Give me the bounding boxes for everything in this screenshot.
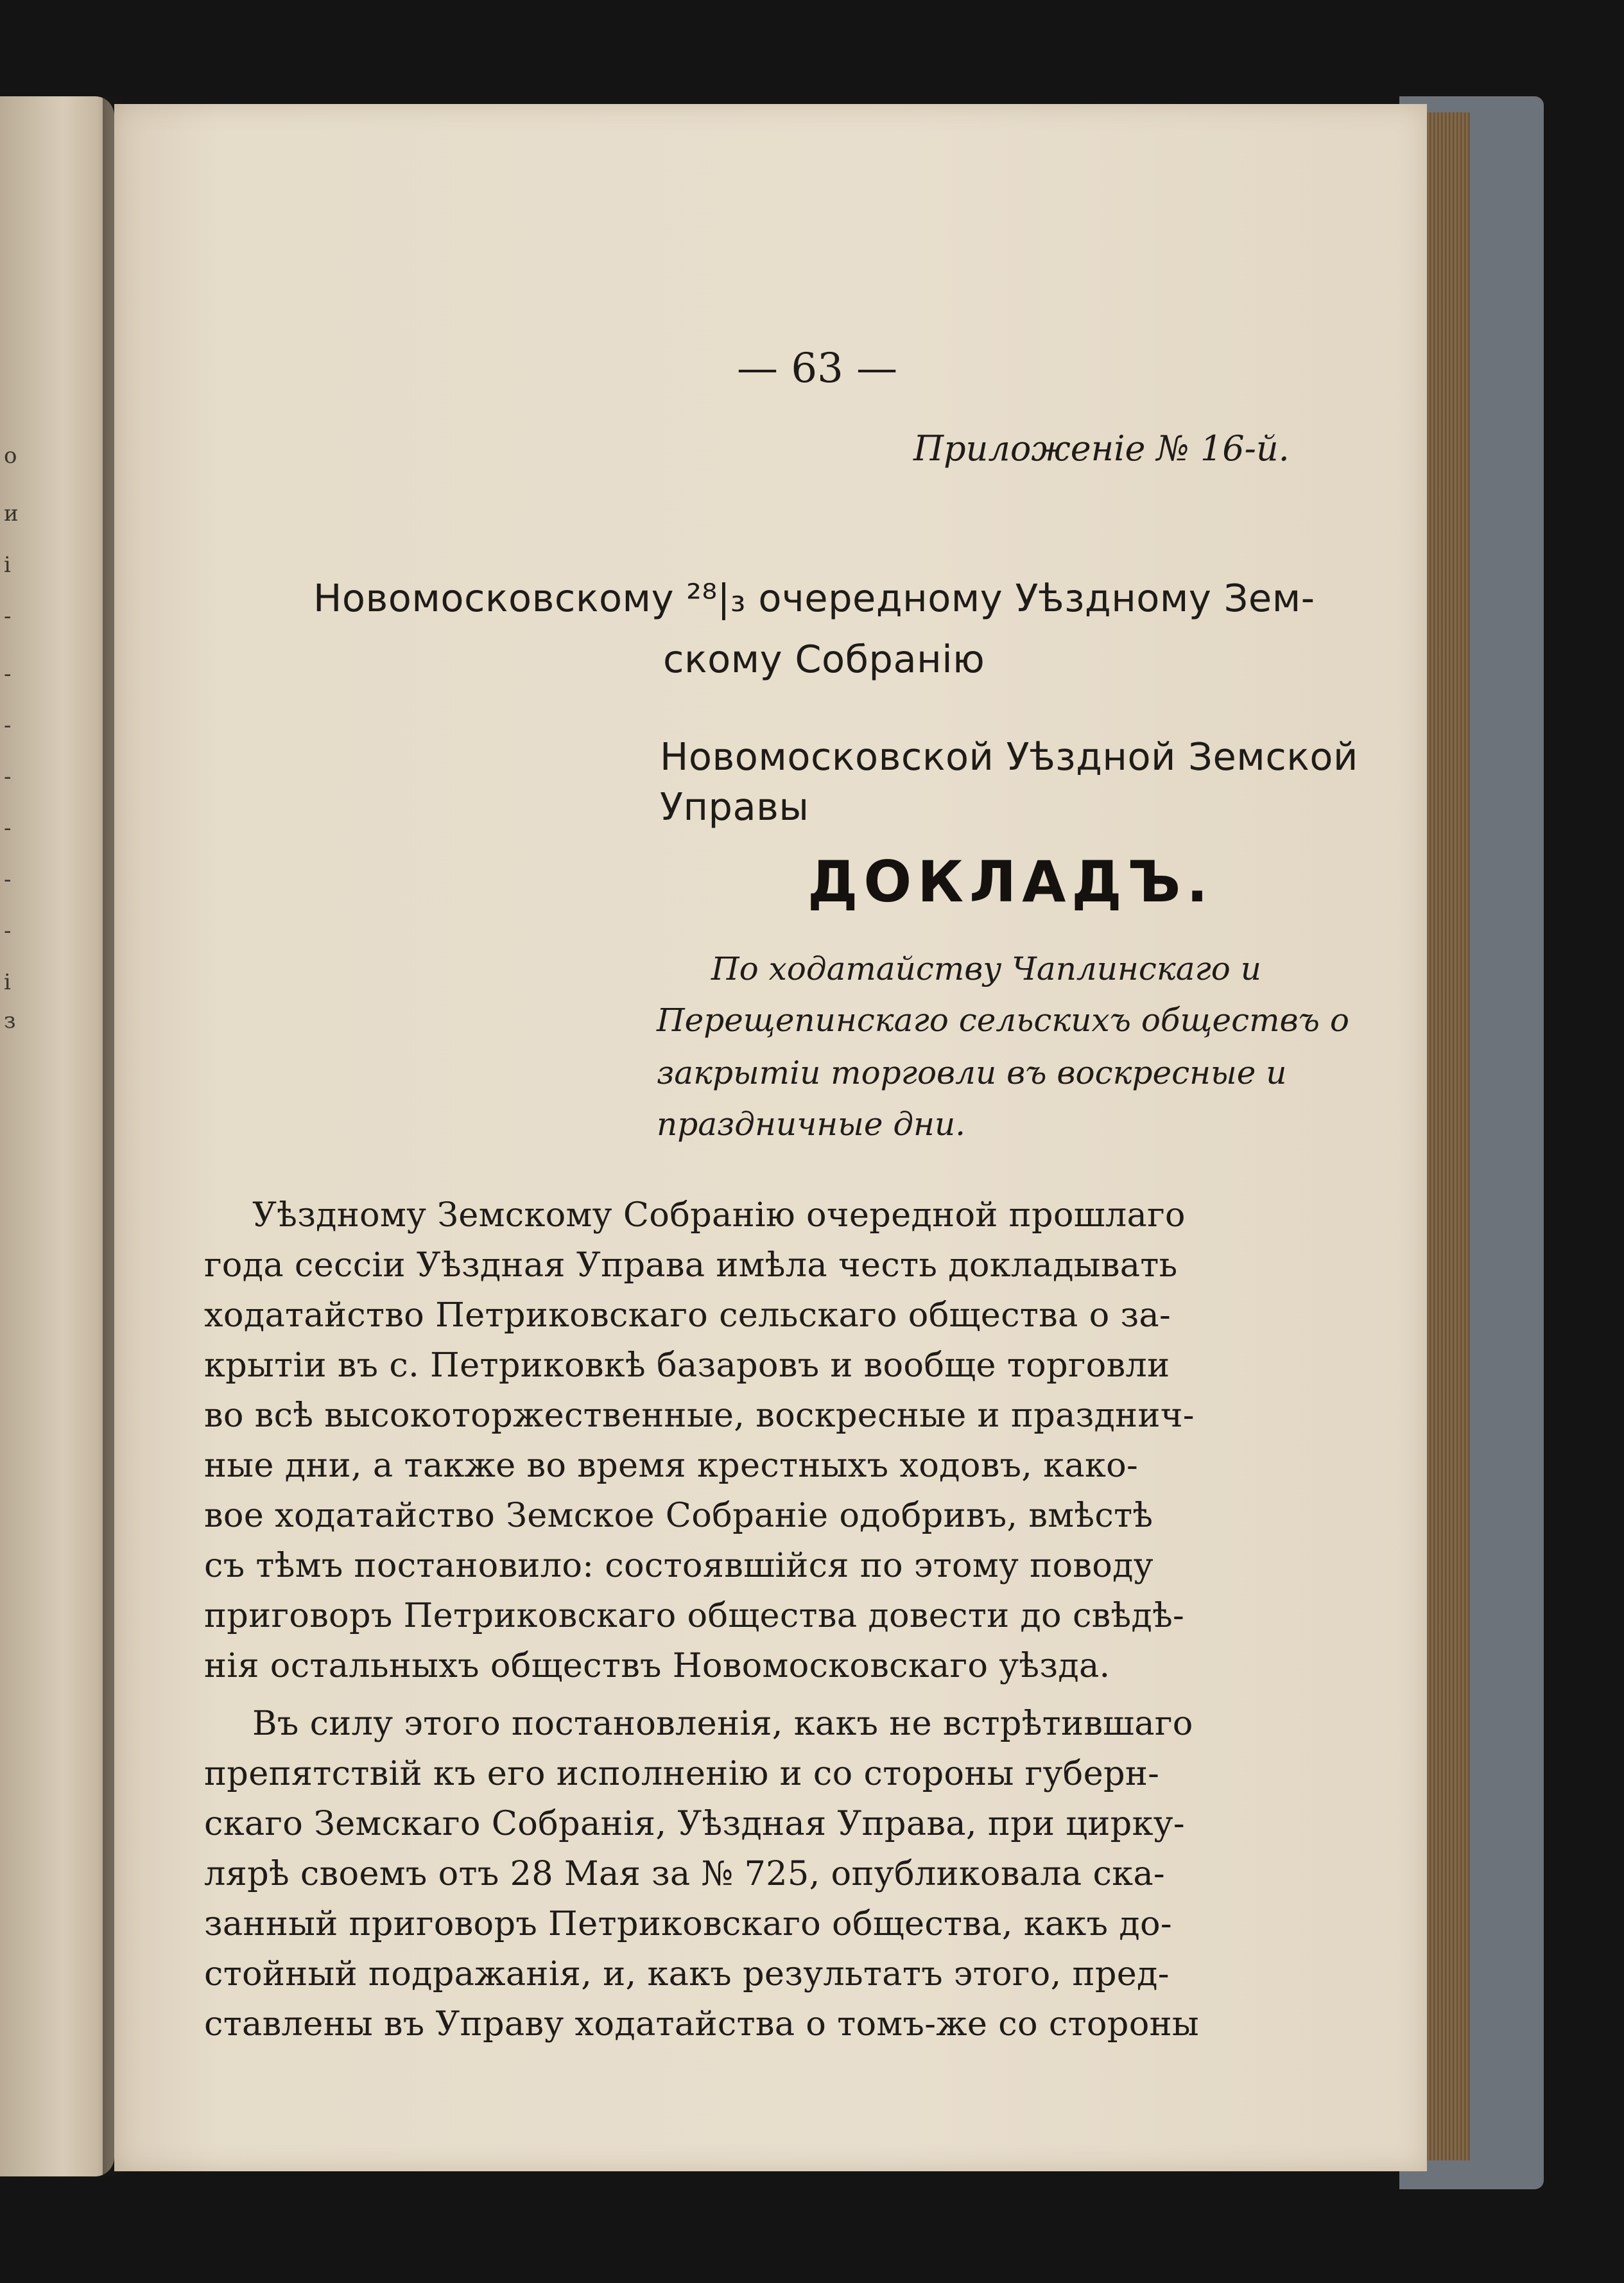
appendix-label: Приложеніе № 16-й. xyxy=(913,428,1290,469)
body-line: лярѣ своемъ отъ 28 Мая за № 725, опубликовала ска- xyxy=(204,1854,1165,1893)
sender-line-2: Управы xyxy=(660,785,809,829)
book-page xyxy=(114,104,1427,2171)
body-line: приговоръ Петриковскаго общества довести до свѣдѣ- xyxy=(204,1596,1185,1635)
body-line: нія остальныхъ обществъ Новомосковскаго уѣзда. xyxy=(204,1646,1110,1685)
body-line: препятствій къ его исполненію и со стороны губерн- xyxy=(204,1754,1160,1793)
body-line: во всѣ высокоторжественные, воскресные и празднич- xyxy=(204,1396,1195,1435)
sender-line-1: Новомосковской Уѣздной Земской xyxy=(660,734,1358,779)
body-line: ставлены въ Управу ходатайства о томъ-же со стороны xyxy=(204,2004,1200,2044)
body-line: стойный подражанія, и, какъ результатъ этого, пред- xyxy=(204,1954,1170,1993)
bleed-through xyxy=(1084,322,1093,355)
subject-line: Перещепинскаго сельскихъ обществъ о xyxy=(657,1002,1349,1039)
addressee-line-2: скому Собранію xyxy=(663,637,985,681)
body-line: занный приговоръ Петриковскаго общества, какъ до- xyxy=(204,1904,1172,1943)
body-line: Въ силу этого постановленія, какъ не встрѣтившаго xyxy=(252,1704,1193,1743)
body-line: Уѣздному Земскому Собранію очередной прошлаго xyxy=(252,1195,1186,1235)
body-line: ходатайство Петриковскаго сельскаго общества о за- xyxy=(204,1296,1171,1335)
page-number: — 63 — xyxy=(737,345,898,392)
body-line: съ тѣмъ постановило: состоявшійся по этому поводу xyxy=(204,1546,1153,1585)
body-line: ные дни, а также во время крестныхъ ходовъ, како- xyxy=(204,1446,1139,1485)
left-page-text-fragments: о и і - - - - - - - і з xyxy=(4,443,19,1034)
body-line: крытіи въ с. Петриковкѣ базаровъ и вообще торговли xyxy=(204,1346,1170,1385)
subject-line: праздничные дни. xyxy=(657,1106,966,1143)
body-line: вое ходатайство Земское Собраніе одобривъ, вмѣстѣ xyxy=(204,1496,1153,1535)
body-line: года сессіи Уѣздная Управа имѣла честь докладывать xyxy=(204,1246,1178,1285)
body-line: скаго Земскаго Собранія, Уѣздная Управа, при цирку- xyxy=(204,1804,1185,1843)
subject-line: закрытіи торговли въ воскресные и xyxy=(657,1054,1287,1091)
report-heading: ДОКЛАДЪ. xyxy=(808,849,1214,915)
adjacent-left-page xyxy=(0,96,114,2176)
subject-line: По ходатайству Чаплинскаго и xyxy=(711,950,1262,987)
addressee-line-1: Новомосковскому ²⁸|₃ очередному Уѣздному Зем- xyxy=(313,576,1315,620)
